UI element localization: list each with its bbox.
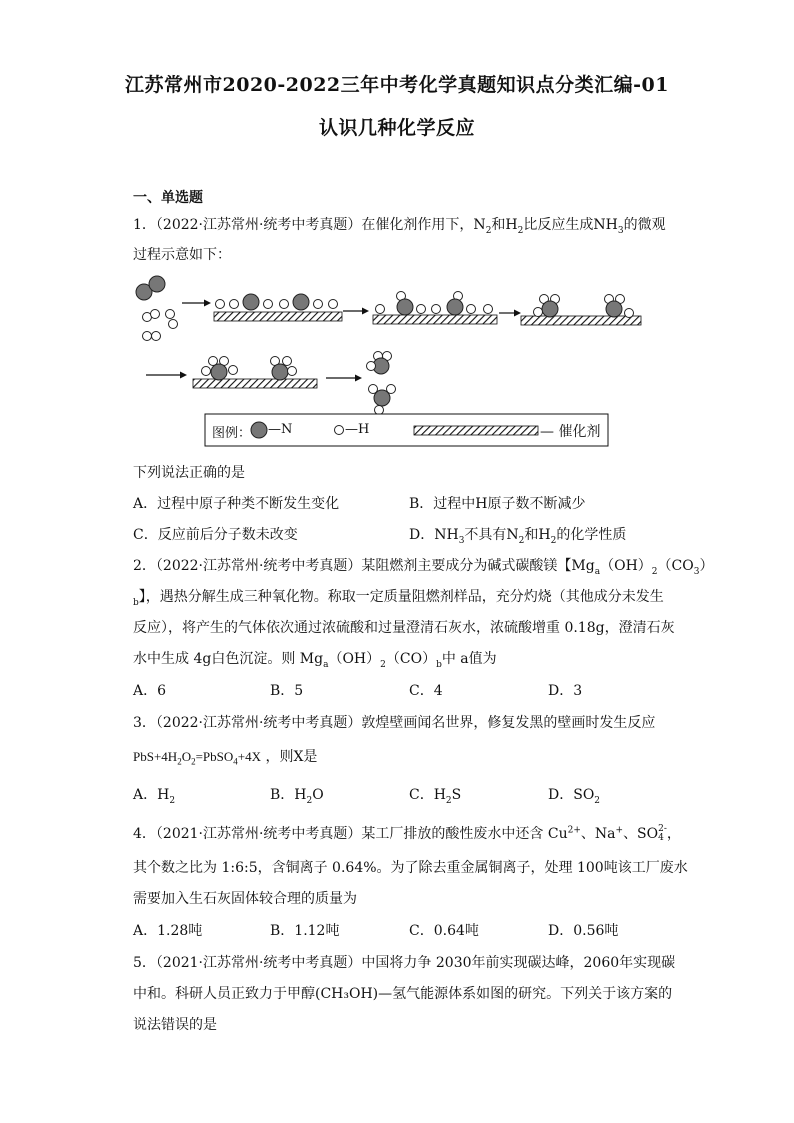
n-atom-icon: [149, 276, 165, 292]
catalyst-surface: [521, 316, 641, 325]
q5-stem-line1: 5．（2021·江苏常州·统考中考真题）中国将力争 2030年前实现碳达峰，2060年实现碳: [133, 955, 676, 971]
q4-option-b[interactable]: B．1.12吨: [270, 923, 340, 939]
q2-stem-line3: 反应），将产生的气体依次通过浓硫酸和过量澄清石灰水，浓硫酸增重 0.18g，澄清石灰: [133, 620, 675, 636]
q2-option-b[interactable]: B．5: [270, 683, 304, 699]
catalyst-surface: [214, 312, 342, 321]
catalyst-surface: [373, 315, 497, 324]
q2-option-a[interactable]: A．6: [133, 683, 167, 699]
q3-option-c[interactable]: C．$H_2S$: [409, 787, 462, 806]
legend-h-label: —H: [345, 422, 370, 437]
legend-catalyst-label: — 催化剂: [540, 424, 601, 440]
q1-option-c[interactable]: C．反应前后分子数未改变: [133, 527, 298, 543]
title-line-1: 江苏常州市2020-2022三年中考化学真题知识点分类汇编-01: [125, 74, 669, 96]
q4-option-c[interactable]: C．0.64吨: [409, 923, 479, 939]
section-heading: 一、单选题: [133, 190, 203, 206]
q4-option-a[interactable]: A．1.28吨: [133, 923, 203, 939]
q2-option-c[interactable]: C．4: [409, 683, 443, 699]
q3-equation-line: $PbS+4H_2O_2=PbSO_4+4X$ ，则X是: [133, 749, 318, 767]
q4-stem-line2: 其个数之比为 1:6:5，含铜离子 0.64%。为了除去重金属铜离子，处理 100吨该工厂废水: [133, 860, 688, 876]
catalyst-surface: [193, 379, 317, 388]
q1-stem-line2: 过程示意如下：: [133, 247, 231, 263]
q2-stem-line2: $_b$】，遇热分解生成三种氧化物。称取一定质量阻燃剂样品，充分灼烧（其他成分未发生: [133, 589, 664, 608]
q1-stem-line1: 1．（2022·江苏常州·统考中考真题）在催化剂作用下，$N_2$和$H_2$比反应生成$NH_3$的微观: [133, 217, 666, 236]
h-atom-icon: [151, 310, 160, 319]
h-atom-icon: [143, 332, 152, 341]
catalyst-icon: [414, 426, 538, 435]
q3-option-a[interactable]: A．$H_2$: [133, 787, 176, 806]
q1-prompt: 下列说法正确的是: [133, 465, 245, 481]
q3-option-b[interactable]: B．$H_2O$: [270, 787, 324, 806]
h-atom-icon: [166, 310, 175, 319]
q5-stem-line3: 说法错误的是: [133, 1017, 217, 1033]
q3-stem-line1: 3．（2022·江苏常州·统考中考真题）敦煌壁画闻名世界，修复发黑的壁画时发生反应: [133, 715, 656, 731]
h-atom-icon: [335, 426, 344, 435]
q5-stem-line2: 中和。科研人员正致力于甲醇(CH₃OH)—氢气能源体系如图的研究。下列关于该方案的: [133, 986, 673, 1002]
q3-option-d[interactable]: D．$SO_2$: [548, 787, 601, 806]
q4-stem-line3: 需要加入生石灰固体较合理的质量为: [133, 891, 357, 907]
h-atom-icon: [152, 332, 161, 341]
q4-option-d[interactable]: D．0.56吨: [548, 923, 619, 939]
q4-stem-line1: 4．（2021·江苏常州·统考中考真题）某工厂排放的酸性废水中还含 $Cu^{2+}$、Na+、SO 2- 4 ，: [133, 824, 681, 843]
q1-option-d[interactable]: D．$NH_3$不具有$N_2$和$H_2$的化学性质: [409, 527, 627, 546]
n-atom-icon: [251, 422, 267, 438]
h-atom-icon: [169, 320, 178, 329]
q2-option-d[interactable]: D．3: [548, 683, 583, 699]
q3-equation: $PbS+4H_2O_2=PbSO_4+4X$: [133, 749, 261, 767]
q2-stem-line1: 2．（2022·江苏常州·统考中考真题）某阻燃剂主要成分为碱式碳酸镁【$Mg_a(OH)_2(CO_3)$: [133, 558, 714, 577]
q2-stem-line4: 水中生成 4g白色沉淀。则 $Mg_a(OH)_2(CO)_b$中 a值为: [133, 651, 497, 670]
title-line-2: 认识几种化学反应: [318, 117, 475, 139]
q1-option-b[interactable]: B．过程中H原子数不断减少: [409, 496, 586, 512]
q1-option-a[interactable]: A．过程中原子种类不断发生变化: [133, 496, 340, 512]
legend-label: 图例：: [212, 426, 252, 441]
legend-n-label: —N: [268, 422, 293, 437]
